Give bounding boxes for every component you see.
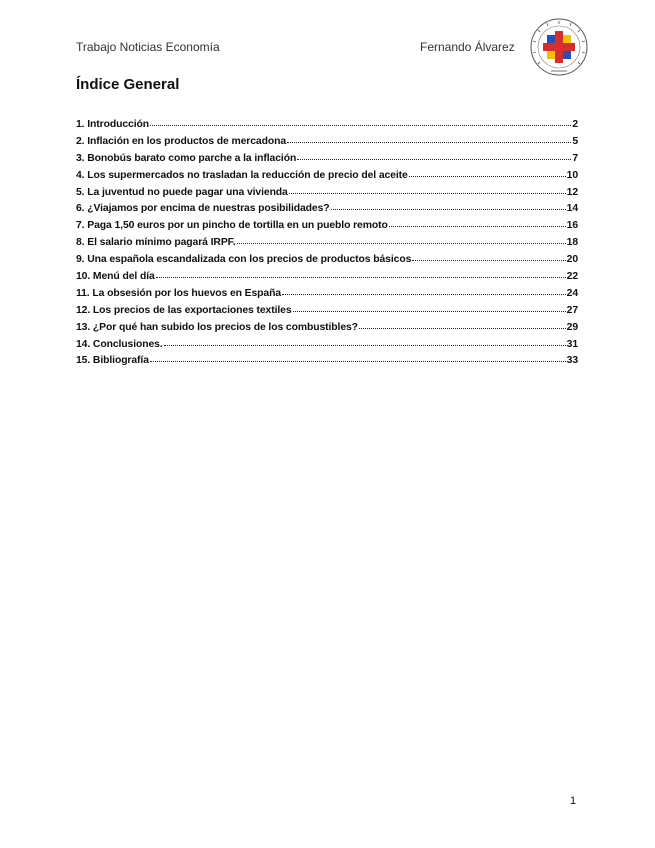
toc-entry[interactable] <box>76 203 578 220</box>
toc-entry-page: 10 <box>566 169 578 181</box>
toc-dot-leader <box>412 260 565 261</box>
toc-dot-leader <box>287 142 571 143</box>
toc-entry-page: 5 <box>572 135 578 147</box>
toc-entry[interactable] <box>76 339 578 356</box>
toc-entry-label: 10. Menú del día <box>76 271 155 283</box>
toc-dot-leader <box>237 243 566 244</box>
toc-entry-label: 1. Introducción <box>76 119 149 130</box>
toc-dot-leader <box>409 176 566 177</box>
toc-dot-leader <box>150 361 566 362</box>
page-title: Índice General <box>76 76 180 93</box>
toc-entry-label: 2. Inflación en los productos de mercadona <box>76 135 287 147</box>
toc-entry-label: 9. Una española escandalizada con los precios de productos básicos <box>76 254 412 266</box>
toc-entry[interactable] <box>76 288 578 305</box>
toc-entry[interactable] <box>76 136 578 153</box>
toc-entry-page: 12 <box>566 186 578 198</box>
toc-entry[interactable] <box>76 271 578 288</box>
toc-dot-leader <box>164 345 566 346</box>
header-author: Fernando Álvarez <box>420 40 515 54</box>
toc-entry-label: 13. ¿Por qué han subido los precios de los combustibles? <box>76 321 358 333</box>
toc-dot-leader <box>297 159 571 160</box>
toc-entry[interactable] <box>76 254 578 271</box>
toc-entry-page: 27 <box>566 304 578 316</box>
toc-entry-label: 4. Los supermercados no trasladan la reducción de precio del aceite <box>76 169 408 181</box>
page-number: 1 <box>570 795 577 807</box>
toc-entry-label: 11. La obsesión por los huevos en España <box>76 287 282 299</box>
toc-dot-leader <box>156 277 566 278</box>
toc-entry-label: 3. Bonobús barato como parche a la inflación <box>76 152 297 164</box>
toc-entry[interactable] <box>76 237 578 254</box>
toc-entry[interactable] <box>76 187 578 204</box>
toc-entry-page: 31 <box>566 338 578 350</box>
toc-entry-label: 7. Paga 1,50 euros por un pincho de tortilla en un pueblo remoto <box>76 220 388 232</box>
toc-entry-label: 6. ¿Viajamos por encima de nuestras posibilidades? <box>76 203 330 215</box>
toc-entry-label: 5. La juventud no puede pagar una vivienda <box>76 186 288 198</box>
toc-entry-label: 14. Conclusiones. <box>76 338 163 350</box>
university-seal-icon <box>529 17 589 77</box>
toc-entry-page: 33 <box>566 355 578 367</box>
toc-entry-page: 24 <box>566 287 578 299</box>
toc-entry-label: 12. Los precios de las exportaciones textiles <box>76 304 292 316</box>
table-of-contents <box>76 119 578 372</box>
toc-entry[interactable] <box>76 170 578 187</box>
toc-dot-leader <box>359 328 566 329</box>
toc-dot-leader <box>331 209 566 210</box>
toc-dot-leader <box>150 125 571 126</box>
toc-entry-page: 7 <box>572 152 578 164</box>
toc-entry-page: 14 <box>566 203 578 215</box>
toc-dot-leader <box>389 226 566 227</box>
toc-dot-leader <box>282 294 566 295</box>
toc-entry[interactable] <box>76 322 578 339</box>
toc-entry-label: 8. El salario mínimo pagará IRPF. <box>76 237 236 249</box>
toc-entry-page: 2 <box>572 119 578 130</box>
toc-entry-page: 20 <box>566 254 578 266</box>
toc-entry[interactable] <box>76 119 578 136</box>
toc-entry[interactable] <box>76 220 578 237</box>
toc-entry[interactable] <box>76 355 578 372</box>
toc-dot-leader <box>289 193 566 194</box>
toc-entry-page: 29 <box>566 321 578 333</box>
toc-entry-page: 16 <box>566 220 578 232</box>
toc-entry-page: 22 <box>566 271 578 283</box>
toc-entry[interactable] <box>76 153 578 170</box>
toc-dot-leader <box>293 311 566 312</box>
toc-entry-label: 15. Bibliografía <box>76 355 149 367</box>
toc-entry[interactable] <box>76 305 578 322</box>
toc-entry-page: 18 <box>566 237 578 249</box>
header-title: Trabajo Noticias Economía <box>76 40 220 54</box>
